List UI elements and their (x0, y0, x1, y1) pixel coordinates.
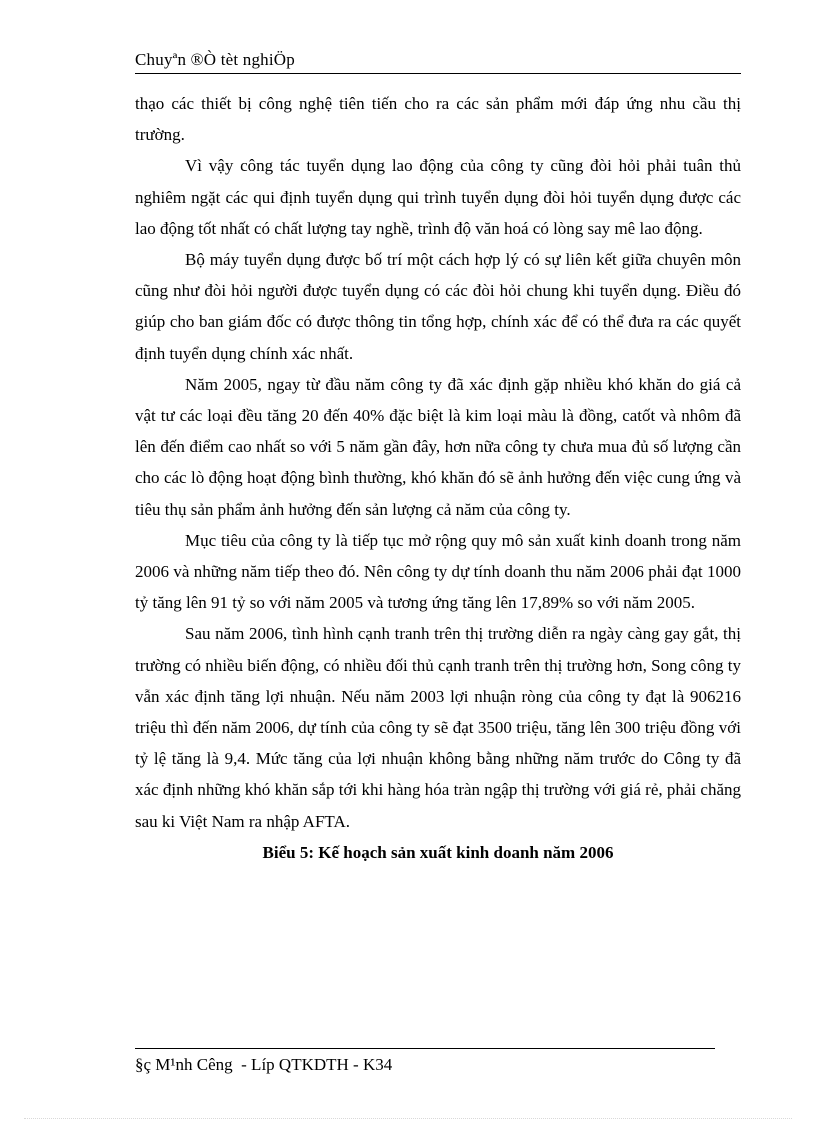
table-caption: Biểu 5: Kế hoạch sản xuất kinh doanh năm 2006 (262, 842, 614, 862)
paragraph-3: Bộ máy tuyển dụng được bố trí một cách hợp lý có sự liên kết giữa chuyên môn cũng như đòi hỏi người được tuyển dụng có các đòi hỏi chung khi tuyển dụng. Điều đó giúp cho ban giám đốc có được thông tin tổng hợp, chính xác để có thể đưa ra các quyết định tuyển dụng chính xác nhất. (135, 250, 741, 363)
page-header (135, 50, 741, 74)
footer-text: §ç M¹nh Cêng - Líp QTKDTH - K34 (135, 1055, 393, 1074)
paragraph-4: Năm 2005, ngay từ đầu năm công ty đã xác định gặp nhiều khó khăn do giá cả vật tư các loại đều tăng 20 đến 40% đặc biệt là kim loại màu là đồng, catốt và nhôm đã lên đến điểm cao nhất so với 5 năm gần đây, hơn nữa công ty chưa mua đủ số lượng cần cho các lò động hoạt động bình thường, khó khăn đó sẽ ảnh hưởng đến việc cung ứng và tiêu thụ sản phẩm ảnh hưởng đến sản lượng cả năm của công ty. (135, 374, 741, 519)
page-bottom-edge (24, 1118, 792, 1119)
paragraph-6: Sau năm 2006, tình hình cạnh tranh trên thị trường diễn ra ngày càng gay gắt, thị trường có nhiều biến động, có nhiều đối thủ cạnh tranh trên thị trường hơn, Song công ty vẫn xác định tăng lợi nhuận. Nếu năm 2003 lợi nhuận ròng của công ty đạt là 906216 triệu thì đến năm 2006, dự tính của công ty sẽ đạt 3500 triệu, tăng lên 300 triệu đồng với tỷ lệ tăng là 9,4. Mức tăng của lợi nhuận không bằng những năm trước do Công ty đã xác định những khó khăn sắp tới khi hàng hóa tràn ngập thị trường với giá rẻ, phải chăng sau ki Việt Nam ra nhập AFTA. (135, 624, 741, 831)
header-title: Chuyªn ®Ò tèt nghiÖp (135, 50, 295, 69)
paragraph-5: Mục tiêu của công ty là tiếp tục mở rộng quy mô sản xuất kinh doanh trong năm 2006 và những năm tiếp theo đó. Nên công ty dự tính doanh thu năm 2006 phải đạt 1000 tỷ tăng lên 91 tỷ so với năm 2005 và tương ứng tăng lên 17,89% so với năm 2005. (135, 530, 741, 613)
page-footer (135, 1048, 715, 1075)
paragraph-2: Vì vậy công tác tuyển dụng lao động của công ty cũng đòi hỏi phải tuân thủ nghiêm ngặt các qui định tuyển dụng qui trình tuyển dụng đòi hỏi tuyển dụng được các lao động tốt nhất có chất lượng tay nghề, trình độ văn hoá có lòng say mê lao động. (135, 156, 741, 238)
paragraph-1: thạo các thiết bị công nghệ tiên tiến cho ra các sản phẩm mới đáp ứng nhu cầu thị trường. (135, 94, 741, 145)
document-body (135, 88, 741, 868)
